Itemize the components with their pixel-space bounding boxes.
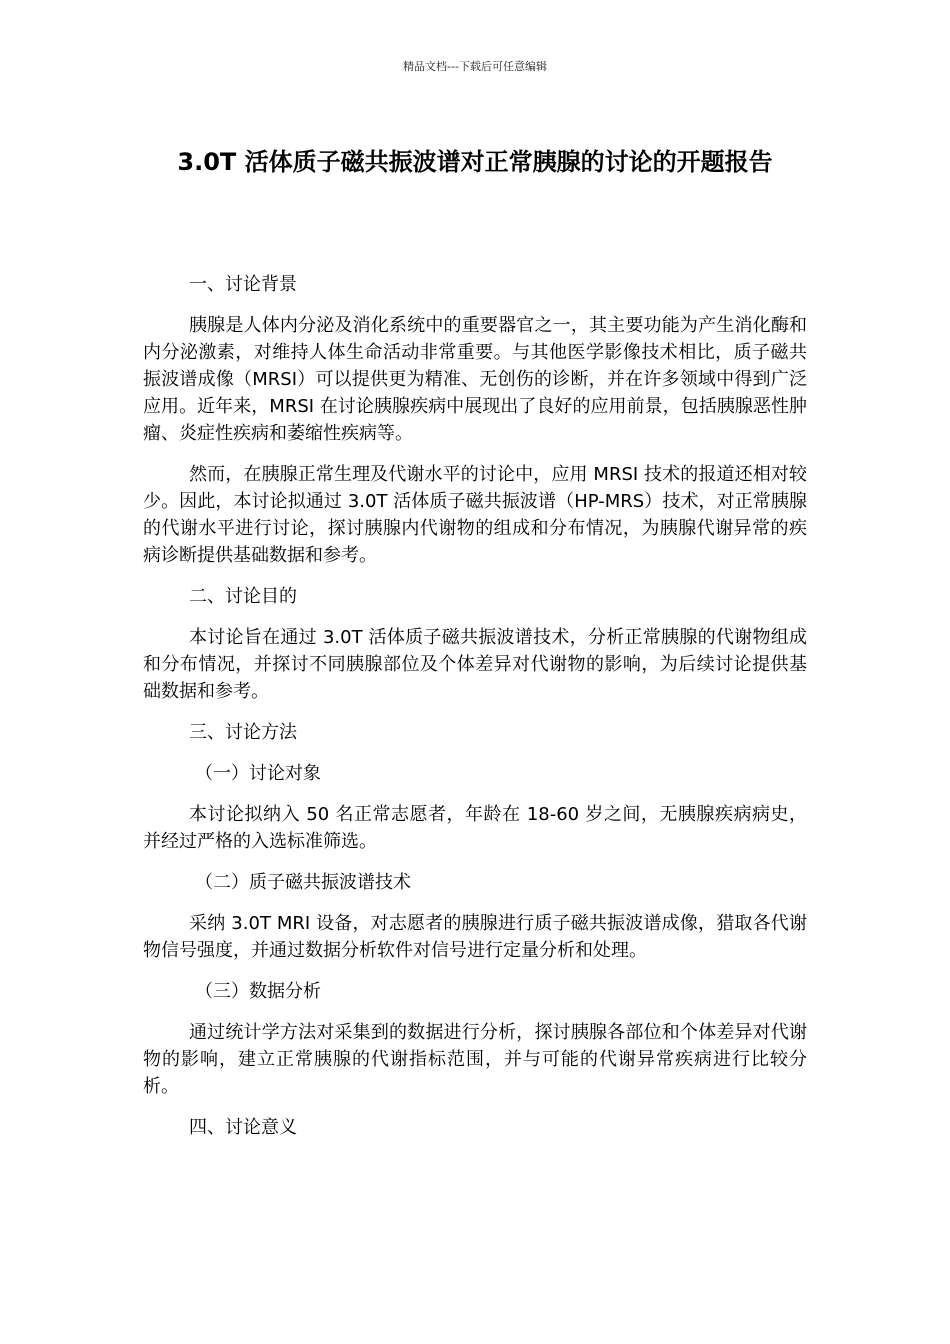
page-header: 精品文档---下载后可任意编辑 [403, 60, 547, 73]
subheading-data-analysis: （三）数据分析 [195, 981, 321, 1002]
subheading-subjects: （一）讨论对象 [195, 763, 321, 784]
section-heading-purpose: 二、讨论目的 [189, 586, 297, 607]
section-heading-background: 一、讨论背景 [189, 274, 297, 295]
document-title: 3.0T 活体质子磁共振波谱对正常胰腺的讨论的开题报告 [177, 148, 773, 176]
paragraph-subjects: 本讨论拟纳入 50 名正常志愿者，年龄在 18-60 岁之间，无胰腺疾病病史，并经过严格的入选标准筛选。 [143, 804, 807, 852]
paragraph-background-1: 胰腺是人体内分泌及消化系统中的重要器官之一，其主要功能为产生消化酶和内分泌激素，对维持人体生命活动非常重要。与其他医学影像技术相比，质子磁共振波谱成像（MRSI）可以提供更为精准、无创伤的诊断，并在许多领域中得到广泛应用。近年来，MRSI 在讨论胰腺疾病中展现出了良好的应用前景，包括胰腺恶性肿瘤、炎症性疾病和萎缩性疾病等。 [143, 315, 807, 444]
subheading-mrs-technique: （二）质子磁共振波谱技术 [195, 872, 411, 893]
document-body [143, 271, 807, 1155]
paragraph-background-2: 然而，在胰腺正常生理及代谢水平的讨论中，应用 MRSI 技术的报道还相对较少。因此，本讨论拟通过 3.0T 活体质子磁共振波谱（HP-MRS）技术，对正常胰腺的代谢水平进行讨论，探讨胰腺内代谢物的组成和分布情况，为胰腺代谢异常的疾病诊断提供基础数据和参考。 [143, 464, 807, 566]
section-heading-significance: 四、讨论意义 [189, 1117, 297, 1138]
paragraph-data-analysis: 通过统计学方法对采集到的数据进行分析，探讨胰腺各部位和个体差异对代谢物的影响，建立正常胰腺的代谢指标范围，并与可能的代谢异常疾病进行比较分析。 [143, 1022, 807, 1097]
paragraph-purpose: 本讨论旨在通过 3.0T 活体质子磁共振波谱技术，分析正常胰腺的代谢物组成和分布情况，并探讨不同胰腺部位及个体差异对代谢物的影响，为后续讨论提供基础数据和参考。 [143, 627, 807, 702]
paragraph-mrs-technique: 采纳 3.0T MRI 设备，对志愿者的胰腺进行质子磁共振波谱成像，猎取各代谢物信号强度，并通过数据分析软件对信号进行定量分析和处理。 [143, 913, 807, 961]
section-heading-methods: 三、讨论方法 [189, 722, 297, 743]
